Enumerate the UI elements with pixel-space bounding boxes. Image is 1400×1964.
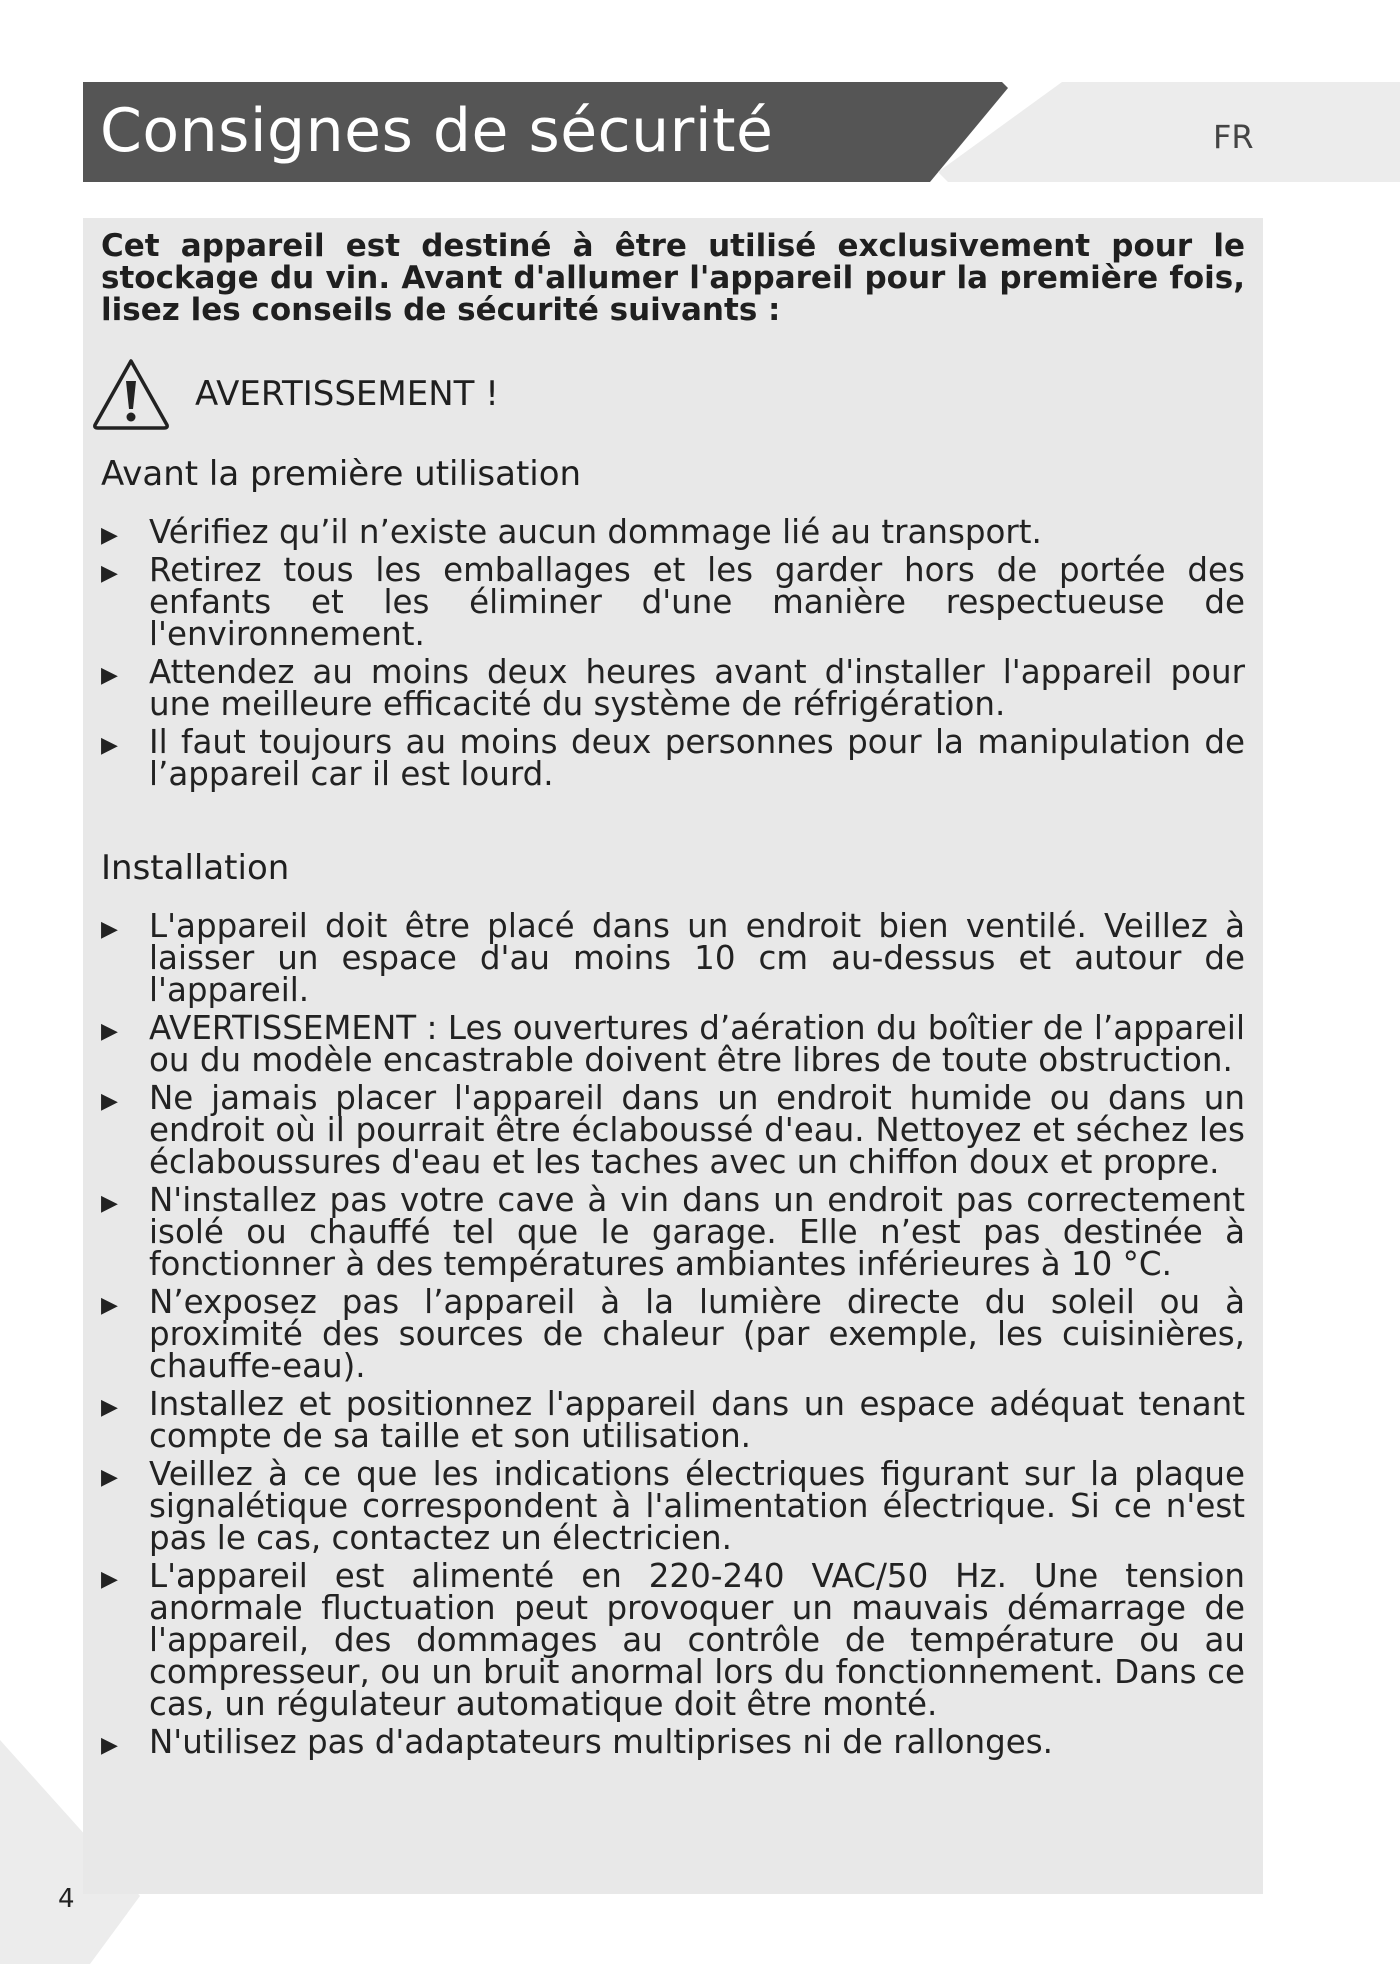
bullet-icon: ▶ xyxy=(101,663,118,688)
bullet-icon: ▶ xyxy=(101,1293,118,1318)
bullet-icon: ▶ xyxy=(101,561,118,586)
sections xyxy=(101,454,1245,1761)
item-text: N'installez pas votre cave à vin dans un endroit pas correctement isolé ou chauffé tel que le garage. Elle n’est pas destinée à fonctionner à des températures ambiantes inférieures à 10 °C. xyxy=(149,1181,1245,1283)
list-item xyxy=(101,551,1245,653)
intro-text: Cet appareil est destiné à être utilisé exclusivement pour le stockage du vin. Avant d'allumer l'appareil pour la première fois, lisez les conseils de sécurité suivants : xyxy=(101,228,1245,328)
item-text: Veillez à ce que les indications électriques figurant sur la plaque signalétique correspondent à l'alimentation électrique. Si ce n'est pas le cas, contactez un électricien. xyxy=(149,1455,1245,1557)
warning-row xyxy=(101,356,1245,432)
item-text: Vérifiez qu’il n’existe aucun dommage lié au transport. xyxy=(149,513,1042,551)
language-code: FR xyxy=(1213,118,1254,156)
item-text: L'appareil est alimenté en 220-240 VAC/50 Hz. Une tension anormale fluctuation peut provoquer un mauvais démarrage de l'appareil, des dommages au contrôle de température ou au compresseur, ou un bruit anormal lors du fonctionnement. Dans ce cas, un régulateur automatique doit être monté. xyxy=(149,1557,1245,1723)
item-text: N'utilisez pas d'adaptateurs multiprises ni de rallonges. xyxy=(149,1723,1053,1761)
bullet-icon: ▶ xyxy=(101,1395,118,1420)
bullet-icon: ▶ xyxy=(101,1089,118,1114)
list-item xyxy=(101,1181,1245,1283)
section-title: Avant la première utilisation xyxy=(101,454,582,494)
list-item xyxy=(101,1079,1245,1181)
list-item xyxy=(101,1455,1245,1557)
bullet-icon: ▶ xyxy=(101,1191,118,1216)
header-corner-shape xyxy=(938,82,1400,182)
item-text: Ne jamais placer l'appareil dans un endroit humide ou dans un endroit où il pourrait être éclaboussé d'eau. Nettoyez et séchez les éclaboussures d'eau et les taches avec un chiffon doux et propre. xyxy=(149,1079,1245,1181)
bullet-icon: ▶ xyxy=(101,523,118,548)
bullet-icon: ▶ xyxy=(101,1733,118,1758)
bullet-icon: ▶ xyxy=(101,1019,118,1044)
list-item xyxy=(101,1723,1245,1761)
bullet-icon: ▶ xyxy=(101,917,118,942)
section-title: Installation xyxy=(101,848,290,888)
safety-panel xyxy=(83,218,1263,1894)
item-emphasis: AVERTISSEMENT xyxy=(149,1009,417,1047)
item-text: L'appareil doit être placé dans un endroit bien ventilé. Veillez à laisser un espace d'au moins 10 cm au-dessus et autour de l'appareil. xyxy=(149,907,1245,1009)
section-gap xyxy=(101,796,1245,826)
list-item xyxy=(101,1283,1245,1385)
list-item xyxy=(101,907,1245,1009)
item-text: : Les ouvertures d’aération du boîtier de l’appareil ou du modèle encastrable doivent être libres de toute obstruction. xyxy=(149,1009,1245,1079)
warning-icon xyxy=(91,357,171,431)
bullet-list xyxy=(101,513,1245,793)
list-item xyxy=(101,1385,1245,1455)
item-text: N’exposez pas l’appareil à la lumière directe du soleil ou à proximité des sources de chaleur (par exemple, les cuisinières, chauffe-eau). xyxy=(149,1283,1245,1385)
list-item xyxy=(101,653,1245,723)
bullet-icon: ▶ xyxy=(101,1465,118,1490)
item-text: Retirez tous les emballages et les garder hors de portée des enfants et les éliminer d'une manière respectueuse de l'environnement. xyxy=(149,551,1245,653)
list-item xyxy=(101,723,1245,793)
bullet-icon: ▶ xyxy=(101,733,118,758)
item-text: Attendez au moins deux heures avant d'installer l'appareil pour une meilleure efficacité du système de réfrigération. xyxy=(149,653,1245,723)
bullet-icon: ▶ xyxy=(101,1567,118,1592)
item-text: Il faut toujours au moins deux personnes pour la manipulation de l’appareil car il est lourd. xyxy=(149,723,1245,793)
page-number: 4 xyxy=(58,1884,75,1914)
page-title: Consignes de sécurité xyxy=(100,96,774,166)
item-text: Installez et positionnez l'appareil dans un espace adéquat tenant compte de sa taille et son utilisation. xyxy=(149,1385,1245,1455)
list-item xyxy=(101,1009,1245,1079)
list-item xyxy=(101,513,1245,551)
warning-label: AVERTISSEMENT ! xyxy=(195,374,499,414)
bullet-list xyxy=(101,907,1245,1761)
list-item xyxy=(101,1557,1245,1723)
